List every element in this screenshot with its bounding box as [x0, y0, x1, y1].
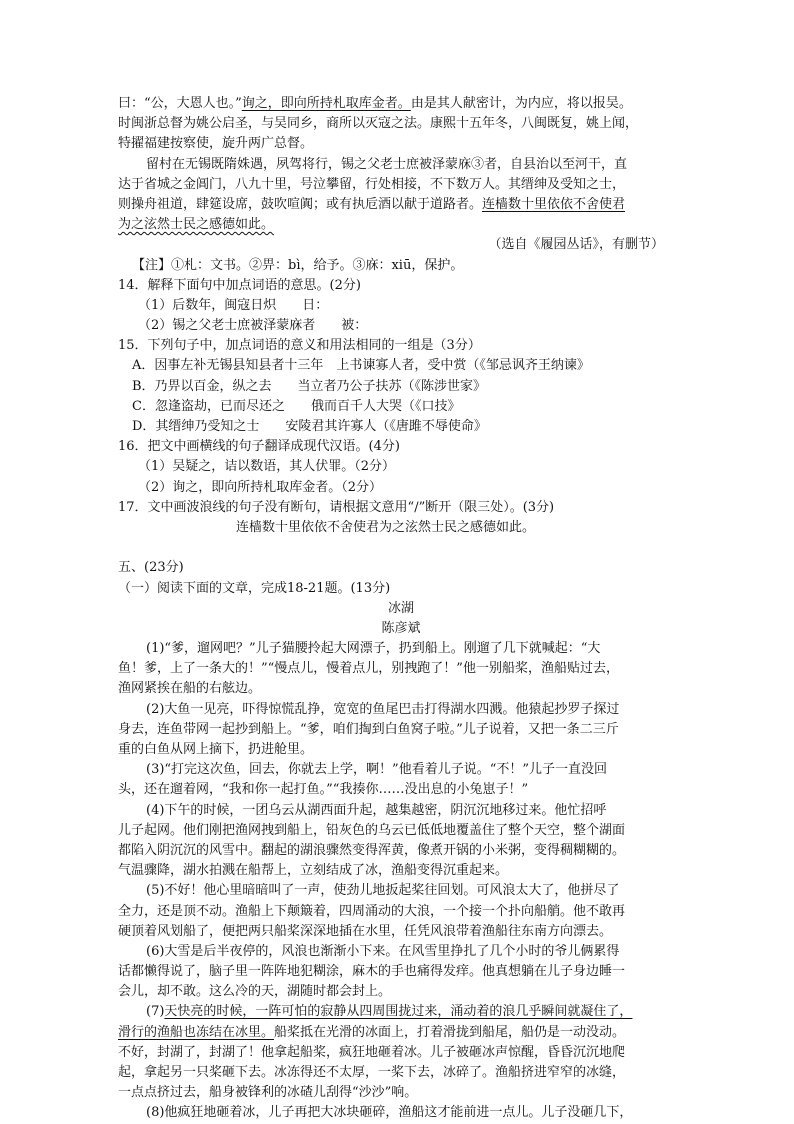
text-line: 时闽浙总督为姚公启圣，与吴同乡，商所以灭寇之法。康熙十五年冬，八闽既复，姚上闻， — [118, 116, 639, 132]
question-15-option-c: C．忽逢盗劫，已而尽还之 俄而百千人大哭（《口技》 — [132, 398, 461, 414]
text-line: 曰：“公，大恩人也。”询之，即向所持札取库金者。由是其人献密计，为内应，将以报吴。 — [118, 96, 632, 111]
paragraph-line: (8)他疯狂地砸着冰，儿子再把大冰块砸碎，渔船这才能前进一点儿。儿子没砸几下， — [146, 1105, 633, 1121]
text-line: 特擢福建按察使，旋升两广总督。 — [118, 136, 314, 152]
question-14: 14．解释下面句中加点词语的意思。(2分) — [118, 277, 361, 293]
section-heading: 五、(23分) — [118, 560, 184, 576]
paragraph-line: 儿子起网。他们刚把渔网拽到船上，铅灰色的乌云已低低地覆盖住了整个天空，整个湖面 — [118, 822, 626, 838]
text-line: 达于省城之金阊门，八九十里，号泣攀留，行处相接，不下数万人。其缙绅及受知之士， — [118, 176, 626, 192]
paragraph-line: 滑行的渔船也冻结在冰里。船桨抵在光滑的冰面上，打着滑拢到船尾，船仍是一动没动。 — [118, 1024, 626, 1040]
question-14-item-2: （2）锡之父老士庶被泽蒙庥者 被： — [138, 318, 368, 334]
paragraph-line: 身去，连鱼带网一起抄到船上。“爹，咱们掏到白鱼窝子啦。”儿子说着，又把一条二三斤 — [118, 721, 619, 737]
underlined-sentence: 天快亮的时候，一阵可怕的寂静从四周围拢过来，涌动着的浪几乎瞬间就凝住了， — [164, 1004, 633, 1020]
question-14-item-1: （1）后数年，闽寇日炽 日： — [138, 297, 329, 313]
paragraph-line: 重的白鱼从网上摘下，扔进舱里。 — [118, 742, 314, 757]
paragraph-line: (1)“爹，遛网吧？”儿子猫腰拎起大网漂子，扔到船上。刚遛了几下就喊起：“大 — [146, 641, 601, 657]
paragraph-line: 会儿，却不敢。这么冷的天，湖随时都会封上。 — [118, 984, 392, 1000]
source-citation: （选自《履园丛话》，有删节） — [488, 237, 664, 253]
underlined-sentence: 连樯数十里依依不舍使君 — [482, 196, 626, 212]
paragraph-line: 都陷入阴沉沉的风雪中。翻起的湖浪骤然变得浑黄，像煮开锅的小米粥，变得稠糊糊的。 — [118, 842, 626, 858]
question-15-option-a: A．因事左补无锡县知县者十三年 上书谏寡人者，受中赏（《邹忌讽齐王纳谏》 — [132, 358, 590, 374]
paragraph-line: 硬顶着风划船了，便把两只船桨深深地插在水里，任凭风浪带着渔船往东南方向漂去。 — [118, 923, 613, 939]
paragraph-line: (6)大雪是后半夜停的，风浪也渐渐小下来。在风雪里挣扎了几个小时的爷儿俩累得 — [146, 943, 620, 959]
paragraph-line: (4)下午的时候，一团乌云从湖西面升起，越集越密，阴沉沉地移过来。他忙招呼 — [146, 802, 607, 818]
question-16-item-2: （2）询之，即向所持札取库金者。（2分） — [138, 479, 383, 495]
footnote: 【注】①札：文书。②畀：bì，给予。③庥：xiū，保护。 — [132, 257, 464, 273]
section-subheading: （一）阅读下面的文章，完成18-21题。(13分) — [118, 580, 391, 596]
paragraph-line: (3)“打完这次鱼，回去，你就去上学，啊！”他看着儿子说。“不！”儿子一直没回 — [146, 762, 607, 778]
question-17: 17．文中画波浪线的句子没有断句，请根据文意用“/”断开（限三处）。(3分) — [118, 499, 555, 515]
paragraph-line: 话都懒得说了，脑子里一阵阵地犯糊涂，麻木的手也痛得发痒。他真想躺在儿子身边睡一 — [118, 964, 626, 980]
spacer — [118, 538, 684, 558]
paragraph-line: 头，还在遛着网，“我和你一起打鱼。”“我揍你……没出息的小兔崽子！” — [118, 782, 529, 798]
underlined-sentence: 滑行的渔船也冻结在冰里。 — [118, 1024, 275, 1040]
paragraph-line: 不好，封湖了，封湖了！他拿起船桨，疯狂地砸着冰。儿子被砸冰声惊醒，昏昏沉沉地爬 — [118, 1044, 626, 1060]
text-line — [118, 215, 684, 235]
paragraph-line: 起，拿起另一只桨砸下去。冰冻得还不太厚，一桨下去，冰碎了。渔船挤进窄窄的冰缝， — [118, 1065, 626, 1080]
paragraph-line: (5)不好！他心里暗暗叫了一声，使劲儿地扳起桨往回划。可风浪太大了，他拼尽了 — [146, 883, 620, 899]
article-title: 冰湖 — [387, 600, 414, 616]
question-16: 16．把文中画横线的句子翻译成现代汉语。(4分) — [118, 439, 400, 455]
text-line: 留村在无锡既隋姝遇，夙驾将行，锡之父老士庶被泽蒙庥③者，自县治以至河干，直 — [146, 156, 628, 172]
question-17-sentence: 连樯数十里依依不舍使君为之泫然士民之感德如此。 — [236, 519, 536, 535]
question-15: 15．下列句子中，加点词语的意义和用法相同的一组是（3分） — [118, 338, 481, 354]
paragraph-line: 渔网紧挨在船的右舷边。 — [118, 681, 262, 697]
paragraph-line: 一点点挤过去，船身被锋利的冰碴儿刮得“沙沙”响。 — [118, 1085, 418, 1101]
underlined-sentence: 询之，即向所持札取库金者。 — [241, 96, 411, 111]
question-15-option-b: B．乃畀以百金，纵之去 当立者乃公子扶苏（《陈涉世家》 — [132, 378, 487, 394]
article-author: 陈彦斌 — [381, 620, 421, 636]
paragraph-line: (2)大鱼一见亮，吓得惊慌乱挣，宽宽的鱼尾巴击打得湖水四溅。他猿起抄罗子探过 — [146, 701, 620, 717]
question-16-item-1: （1）吴疑之，诘以数语，其人伏罪。（2分） — [138, 459, 396, 475]
paragraph-line: (7)天快亮的时候，一阵可怕的寂静从四周围拢过来，涌动着的浪几乎瞬间就凝住了， — [146, 1004, 633, 1020]
paragraph-line: 鱼！爹，上了一条大的！”“慢点儿，慢着点儿，别拽跑了！”他一别船桨，渔船贴过去， — [118, 661, 619, 677]
text-line: 则操舟祖道，肆筵设席，鼓吹喧阗；或有执卮酒以献于道路者。连樯数十里依依不舍使君 — [118, 196, 626, 212]
document-page — [118, 94, 684, 1124]
paragraph-line: 全力，还是顶不动。渔船上下颠簸着，四周涌动的大浪，一个接一个扑向船艄。他不敢再 — [118, 903, 626, 919]
wavy-sentence: 为之泫然士民之感德如此。 — [118, 217, 275, 233]
paragraph-line: 气温骤降，湖水拍溅在船帮上，立刻结成了冰，渔船变得沉重起来。 — [118, 863, 509, 879]
question-15-option-d: D．其缙绅乃受知之士 安陵君其许寡人（《唐雎不辱使命》 — [132, 419, 487, 434]
